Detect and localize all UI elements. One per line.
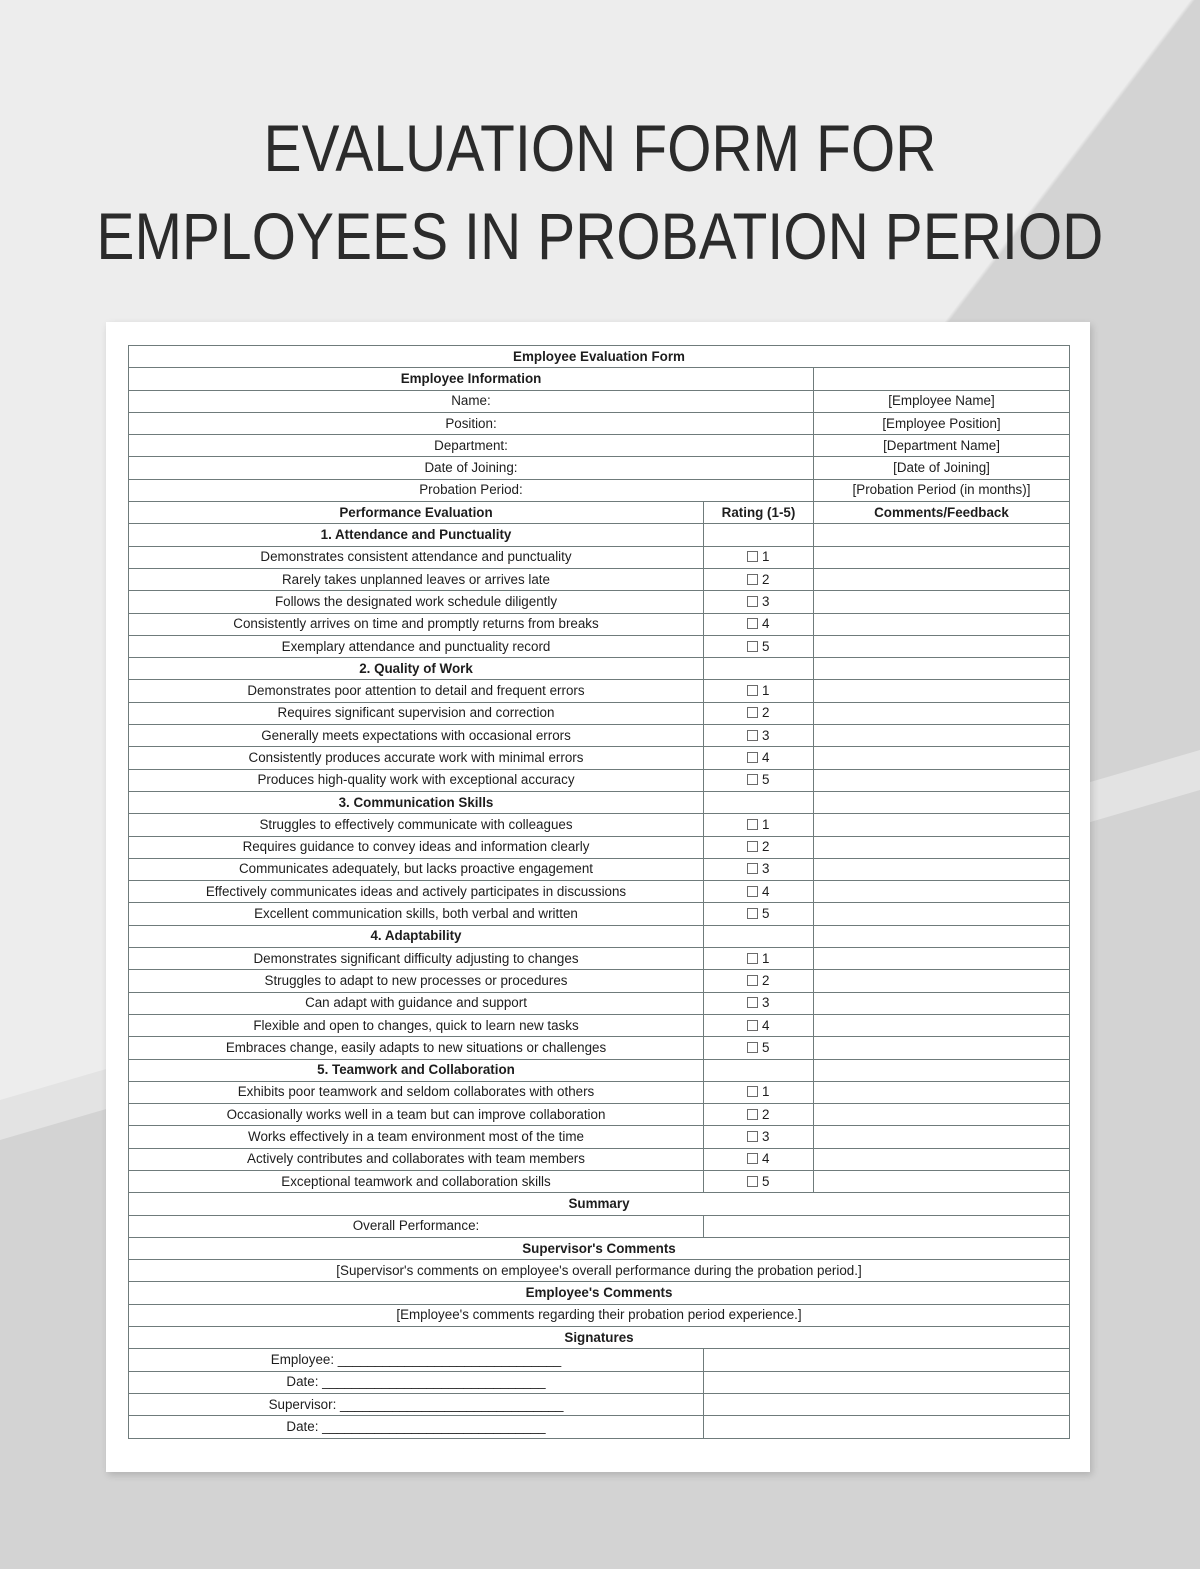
rating-cell[interactable] xyxy=(704,858,814,880)
criterion-text: Demonstrates poor attention to detail and frequent errors xyxy=(129,680,704,702)
section-comment-blank xyxy=(814,925,1070,947)
comment-cell[interactable] xyxy=(814,725,1070,747)
checkbox-icon[interactable] xyxy=(747,1042,758,1053)
checkbox-icon[interactable] xyxy=(747,1109,758,1120)
rating-cell[interactable] xyxy=(704,725,814,747)
field-value-department[interactable]: [Department Name] xyxy=(814,435,1070,457)
page-title-line-2: EMPLOYEES IN PROBATION PERIOD xyxy=(96,199,1104,273)
comment-cell[interactable] xyxy=(814,992,1070,1014)
checkbox-icon[interactable] xyxy=(747,1153,758,1164)
rating-cell[interactable] xyxy=(704,881,814,903)
rating-value: 1 xyxy=(762,1084,770,1100)
page-title-line-1: EVALUATION FORM FOR xyxy=(263,111,937,185)
comment-cell[interactable] xyxy=(814,1126,1070,1148)
signature-line-supervisor-date[interactable]: Date: ______________________________ xyxy=(129,1416,704,1438)
field-label-probation-period: Probation Period: xyxy=(129,479,814,501)
rating-value: 2 xyxy=(762,972,770,988)
rating-value: 3 xyxy=(762,995,770,1011)
rating-value: 1 xyxy=(762,549,770,565)
employee-information-section-title: Employee Information xyxy=(129,368,814,390)
checkbox-icon[interactable] xyxy=(747,574,758,585)
rating-value: 5 xyxy=(762,1173,770,1189)
table-row-probation-period xyxy=(129,479,1070,501)
table-row xyxy=(129,1148,1070,1170)
criterion-text: Embraces change, easily adapts to new situations or challenges xyxy=(129,1037,704,1059)
section-title-teamwork: 5. Teamwork and Collaboration xyxy=(129,1059,704,1081)
rating-cell[interactable] xyxy=(704,1126,814,1148)
section-rating-blank xyxy=(704,925,814,947)
field-value-name[interactable]: [Employee Name] xyxy=(814,390,1070,412)
rating-value: 1 xyxy=(762,683,770,699)
signatures-section-title: Signatures xyxy=(129,1327,1070,1349)
checkbox-icon[interactable] xyxy=(747,707,758,718)
table-row xyxy=(129,1081,1070,1103)
field-label-position: Position: xyxy=(129,412,814,434)
section-rating-blank xyxy=(704,658,814,680)
criterion-text: Can adapt with guidance and support xyxy=(129,992,704,1014)
signature-supervisor-date-blank xyxy=(704,1416,1070,1438)
supervisor-comments-section-title: Supervisor's Comments xyxy=(129,1237,1070,1259)
criterion-text: Consistently arrives on time and promptly returns from breaks xyxy=(129,613,704,635)
criterion-text: Demonstrates consistent attendance and punctuality xyxy=(129,546,704,568)
criterion-text: Struggles to adapt to new processes or procedures xyxy=(129,970,704,992)
table-row xyxy=(129,992,1070,1014)
rating-value: 3 xyxy=(762,1129,770,1145)
overall-performance-label: Overall Performance: xyxy=(129,1215,704,1237)
table-row xyxy=(129,970,1070,992)
comment-cell[interactable] xyxy=(814,1037,1070,1059)
field-value-date-of-joining[interactable]: [Date of Joining] xyxy=(814,457,1070,479)
criterion-text: Exemplary attendance and punctuality record xyxy=(129,635,704,657)
criterion-text: Requires significant supervision and correction xyxy=(129,702,704,724)
section-comment-blank xyxy=(814,524,1070,546)
table-row-signature-employee-date xyxy=(129,1371,1070,1393)
section-comment-blank xyxy=(814,658,1070,680)
employee-comments-section-title: Employee's Comments xyxy=(129,1282,1070,1304)
comment-cell[interactable] xyxy=(814,747,1070,769)
table-row xyxy=(129,858,1070,880)
table-row-date-of-joining xyxy=(129,457,1070,479)
table-row xyxy=(129,769,1070,791)
checkbox-icon[interactable] xyxy=(747,596,758,607)
table-row-evaluation-column-headers xyxy=(129,502,1070,524)
criterion-text: Exhibits poor teamwork and seldom collaborates with others xyxy=(129,1081,704,1103)
table-row xyxy=(129,1037,1070,1059)
checkbox-icon[interactable] xyxy=(747,551,758,562)
comment-cell[interactable] xyxy=(814,1148,1070,1170)
overall-performance-value[interactable] xyxy=(704,1215,1070,1237)
field-value-probation-period[interactable]: [Probation Period (in months)] xyxy=(814,479,1070,501)
section-title-communication: 3. Communication Skills xyxy=(129,791,704,813)
rating-cell[interactable] xyxy=(704,903,814,925)
rating-cell[interactable] xyxy=(704,546,814,568)
checkbox-icon[interactable] xyxy=(747,730,758,741)
comment-cell[interactable] xyxy=(814,970,1070,992)
table-row-signature-supervisor xyxy=(129,1393,1070,1415)
field-label-department: Department: xyxy=(129,435,814,457)
table-row-employee-information-header xyxy=(129,368,1070,390)
table-row-signature-employee xyxy=(129,1349,1070,1371)
rating-value: 3 xyxy=(762,593,770,609)
table-row xyxy=(129,680,1070,702)
table-row-supervisor-comments-header xyxy=(129,1237,1070,1259)
criterion-text: Excellent communication skills, both verbal and written xyxy=(129,903,704,925)
field-value-position[interactable]: [Employee Position] xyxy=(814,412,1070,434)
comment-cell[interactable] xyxy=(814,1170,1070,1192)
comment-cell[interactable] xyxy=(814,1104,1070,1126)
checkbox-icon[interactable] xyxy=(747,953,758,964)
table-row xyxy=(129,1126,1070,1148)
comment-cell[interactable] xyxy=(814,702,1070,724)
column-header-criteria: Performance Evaluation xyxy=(129,502,704,524)
rating-value: 4 xyxy=(762,616,770,632)
column-header-rating: Rating (1-5) xyxy=(704,502,814,524)
comment-cell[interactable] xyxy=(814,1081,1070,1103)
employee-comments-text[interactable]: [Employee's comments regarding their probation period experience.] xyxy=(129,1304,1070,1326)
section-rating-blank xyxy=(704,1059,814,1081)
checkbox-icon[interactable] xyxy=(747,819,758,830)
checkbox-icon[interactable] xyxy=(747,997,758,1008)
supervisor-comments-text[interactable]: [Supervisor's comments on employee's overall performance during the probation period.] xyxy=(129,1260,1070,1282)
criterion-text: Effectively communicates ideas and actively participates in discussions xyxy=(129,881,704,903)
rating-value: 1 xyxy=(762,816,770,832)
criterion-text: Flexible and open to changes, quick to learn new tasks xyxy=(129,1014,704,1036)
table-row xyxy=(129,591,1070,613)
criterion-text: Struggles to effectively communicate with colleagues xyxy=(129,814,704,836)
rating-cell[interactable] xyxy=(704,836,814,858)
rating-cell[interactable] xyxy=(704,1170,814,1192)
signature-line-employee[interactable]: Employee: ______________________________ xyxy=(129,1349,704,1371)
rating-value: 2 xyxy=(762,1106,770,1122)
table-row xyxy=(129,747,1070,769)
rating-value: 3 xyxy=(762,727,770,743)
comment-cell[interactable] xyxy=(814,903,1070,925)
checkbox-icon[interactable] xyxy=(747,1020,758,1031)
criterion-text: Communicates adequately, but lacks proactive engagement xyxy=(129,858,704,880)
section-rating-blank xyxy=(704,524,814,546)
document-sheet xyxy=(106,322,1090,1472)
table-row-employee-comments-header xyxy=(129,1282,1070,1304)
summary-section-title: Summary xyxy=(129,1193,1070,1215)
criterion-text: Requires guidance to convey ideas and information clearly xyxy=(129,836,704,858)
table-row-employee-position xyxy=(129,412,1070,434)
employee-evaluation-table xyxy=(128,345,1070,1439)
table-row-form-header xyxy=(129,346,1070,368)
table-row xyxy=(129,546,1070,568)
section-title-adaptability: 4. Adaptability xyxy=(129,925,704,947)
table-row xyxy=(129,836,1070,858)
checkbox-icon[interactable] xyxy=(747,685,758,696)
rating-cell[interactable] xyxy=(704,613,814,635)
employee-information-header-blank xyxy=(814,368,1070,390)
table-row-employee-department xyxy=(129,435,1070,457)
comment-cell[interactable] xyxy=(814,546,1070,568)
table-body xyxy=(129,346,1070,1439)
section-comment-blank xyxy=(814,1059,1070,1081)
comment-cell[interactable] xyxy=(814,1014,1070,1036)
checkbox-icon[interactable] xyxy=(747,975,758,986)
rating-value: 4 xyxy=(762,883,770,899)
checkbox-icon[interactable] xyxy=(747,752,758,763)
table-row-signature-supervisor-date xyxy=(129,1416,1070,1438)
rating-cell[interactable] xyxy=(704,1037,814,1059)
rating-cell[interactable] xyxy=(704,948,814,970)
signature-employee-blank xyxy=(704,1349,1070,1371)
criterion-text: Follows the designated work schedule diligently xyxy=(129,591,704,613)
signature-line-employee-date[interactable]: Date: ______________________________ xyxy=(129,1371,704,1393)
rating-value: 1 xyxy=(762,950,770,966)
table-row-overall-performance xyxy=(129,1215,1070,1237)
comment-cell[interactable] xyxy=(814,591,1070,613)
table-row xyxy=(129,568,1070,590)
section-title-attendance: 1. Attendance and Punctuality xyxy=(129,524,704,546)
rating-cell[interactable] xyxy=(704,680,814,702)
checkbox-icon[interactable] xyxy=(747,886,758,897)
table-row-section-header xyxy=(129,658,1070,680)
rating-value: 2 xyxy=(762,571,770,587)
rating-value: 5 xyxy=(762,1039,770,1055)
rating-cell[interactable] xyxy=(704,702,814,724)
section-comment-blank xyxy=(814,791,1070,813)
criterion-text: Exceptional teamwork and collaboration skills xyxy=(129,1170,704,1192)
comment-cell[interactable] xyxy=(814,680,1070,702)
rating-cell[interactable] xyxy=(704,970,814,992)
rating-value: 3 xyxy=(762,861,770,877)
comment-cell[interactable] xyxy=(814,948,1070,970)
checkbox-icon[interactable] xyxy=(747,863,758,874)
comment-cell[interactable] xyxy=(814,814,1070,836)
form-header-title: Employee Evaluation Form xyxy=(129,346,1070,368)
table-row xyxy=(129,1014,1070,1036)
rating-cell[interactable] xyxy=(704,1081,814,1103)
table-row-section-header xyxy=(129,791,1070,813)
rating-cell[interactable] xyxy=(704,635,814,657)
comment-cell[interactable] xyxy=(814,635,1070,657)
rating-cell[interactable] xyxy=(704,1014,814,1036)
column-header-comments: Comments/Feedback xyxy=(814,502,1070,524)
rating-cell[interactable] xyxy=(704,769,814,791)
table-row-section-header xyxy=(129,524,1070,546)
table-row xyxy=(129,948,1070,970)
field-label-date-of-joining: Date of Joining: xyxy=(129,457,814,479)
rating-cell[interactable] xyxy=(704,1148,814,1170)
checkbox-icon[interactable] xyxy=(747,908,758,919)
table-row xyxy=(129,635,1070,657)
criterion-text: Consistently produces accurate work with minimal errors xyxy=(129,747,704,769)
table-row-signatures-header xyxy=(129,1327,1070,1349)
table-row-supervisor-comments-body xyxy=(129,1260,1070,1282)
criterion-text: Demonstrates significant difficulty adjusting to changes xyxy=(129,948,704,970)
rating-value: 4 xyxy=(762,1017,770,1033)
checkbox-icon[interactable] xyxy=(747,618,758,629)
page-title xyxy=(84,104,1116,280)
section-title-quality: 2. Quality of Work xyxy=(129,658,704,680)
rating-value: 5 xyxy=(762,638,770,654)
checkbox-icon[interactable] xyxy=(747,774,758,785)
signature-employee-date-blank xyxy=(704,1371,1070,1393)
table-row xyxy=(129,702,1070,724)
table-row xyxy=(129,725,1070,747)
table-row xyxy=(129,1104,1070,1126)
rating-value: 5 xyxy=(762,772,770,788)
table-row-summary-header xyxy=(129,1193,1070,1215)
rating-cell[interactable] xyxy=(704,747,814,769)
criterion-text: Rarely takes unplanned leaves or arrives late xyxy=(129,568,704,590)
checkbox-icon[interactable] xyxy=(747,1086,758,1097)
comment-cell[interactable] xyxy=(814,836,1070,858)
rating-cell[interactable] xyxy=(704,591,814,613)
table-row xyxy=(129,1170,1070,1192)
field-label-name: Name: xyxy=(129,390,814,412)
comment-cell[interactable] xyxy=(814,568,1070,590)
comment-cell[interactable] xyxy=(814,613,1070,635)
rating-value: 2 xyxy=(762,705,770,721)
signature-supervisor-blank xyxy=(704,1393,1070,1415)
comment-cell[interactable] xyxy=(814,881,1070,903)
rating-cell[interactable] xyxy=(704,1104,814,1126)
signature-line-supervisor[interactable]: Supervisor: ______________________________ xyxy=(129,1393,704,1415)
criterion-text: Produces high-quality work with exceptional accuracy xyxy=(129,769,704,791)
rating-value: 2 xyxy=(762,839,770,855)
rating-value: 5 xyxy=(762,906,770,922)
criterion-text: Works effectively in a team environment most of the time xyxy=(129,1126,704,1148)
table-row-section-header xyxy=(129,1059,1070,1081)
checkbox-icon[interactable] xyxy=(747,1131,758,1142)
comment-cell[interactable] xyxy=(814,858,1070,880)
table-row xyxy=(129,613,1070,635)
table-row xyxy=(129,881,1070,903)
comment-cell[interactable] xyxy=(814,769,1070,791)
rating-cell[interactable] xyxy=(704,814,814,836)
checkbox-icon[interactable] xyxy=(747,1176,758,1187)
table-row xyxy=(129,903,1070,925)
table-row-employee-comments-body xyxy=(129,1304,1070,1326)
table-row-section-header xyxy=(129,925,1070,947)
checkbox-icon[interactable] xyxy=(747,641,758,652)
rating-cell[interactable] xyxy=(704,992,814,1014)
table-row xyxy=(129,814,1070,836)
rating-value: 4 xyxy=(762,1151,770,1167)
rating-cell[interactable] xyxy=(704,568,814,590)
checkbox-icon[interactable] xyxy=(747,841,758,852)
rating-value: 4 xyxy=(762,749,770,765)
criterion-text: Generally meets expectations with occasional errors xyxy=(129,725,704,747)
table-row-employee-name xyxy=(129,390,1070,412)
section-rating-blank xyxy=(704,791,814,813)
criterion-text: Actively contributes and collaborates with team members xyxy=(129,1148,704,1170)
criterion-text: Occasionally works well in a team but can improve collaboration xyxy=(129,1104,704,1126)
